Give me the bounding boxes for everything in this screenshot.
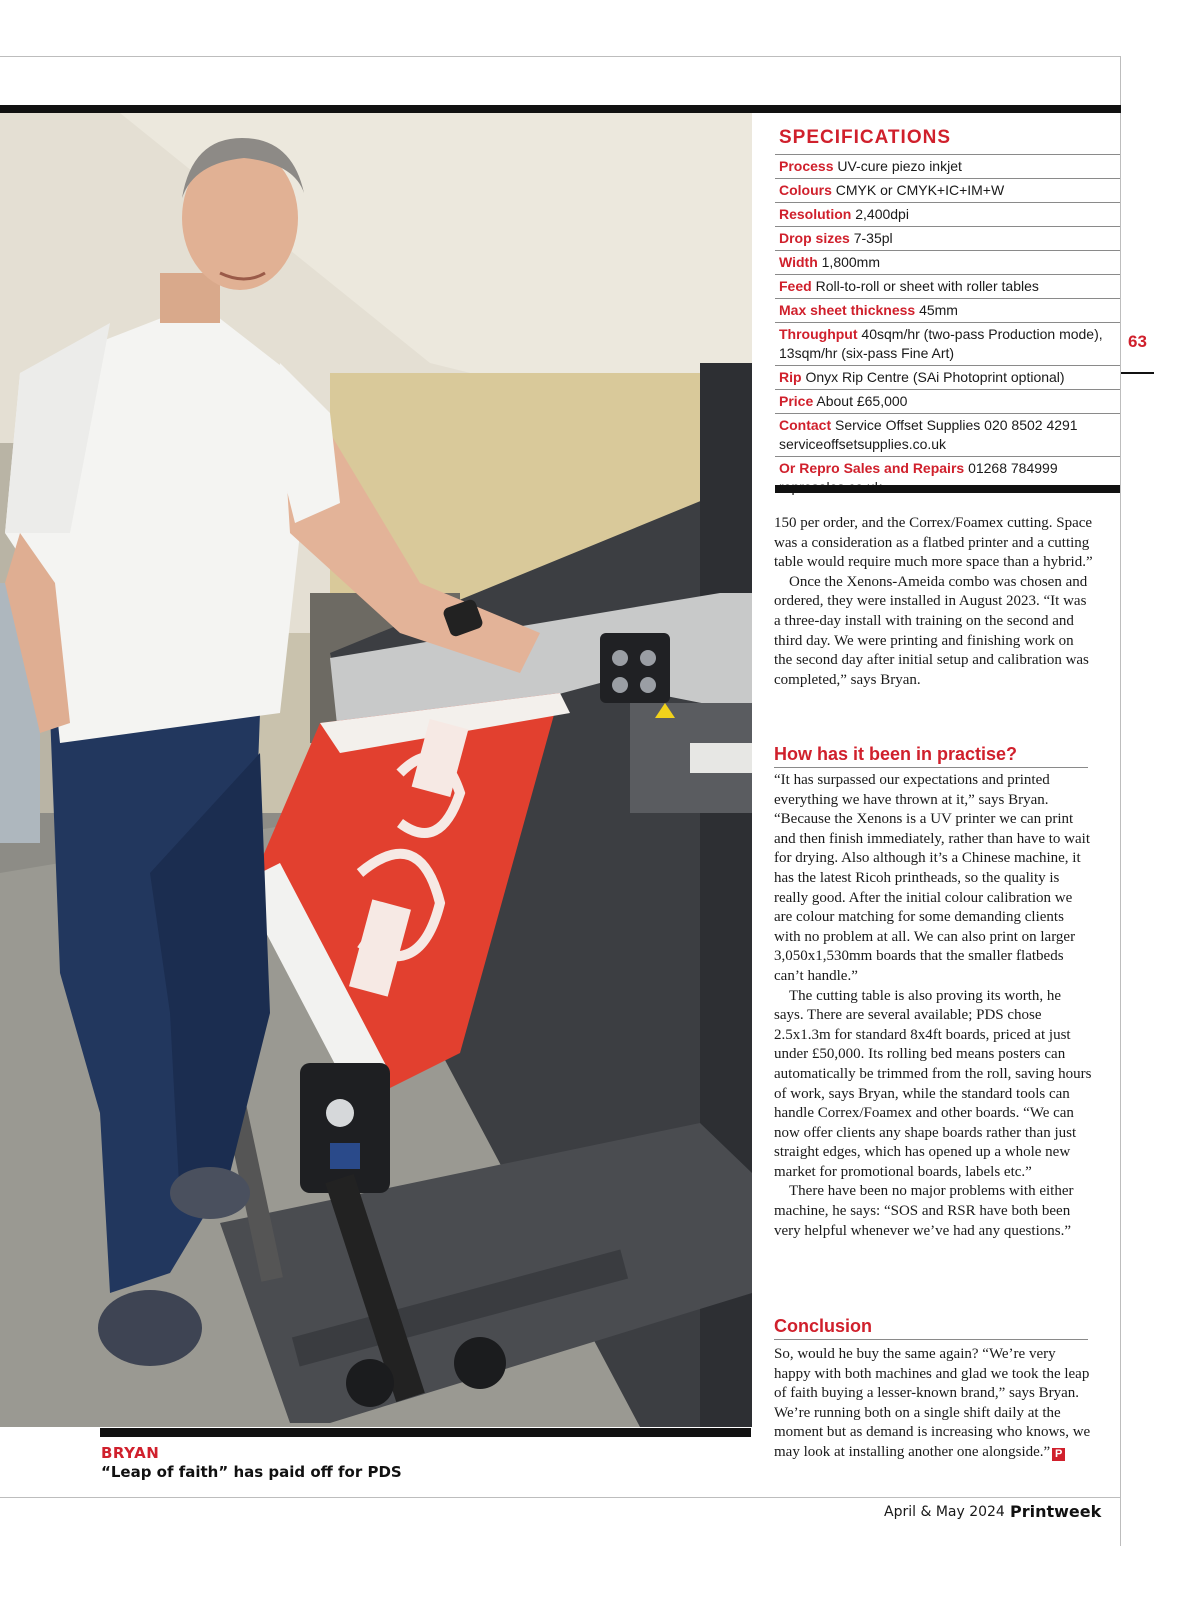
caption-name: BRYAN: [101, 1444, 160, 1462]
spec-row-rip: [775, 365, 1120, 389]
spec-key: Or Repro Sales and Repairs: [779, 460, 965, 476]
paragraph-text: So, would he buy the same again? “We’re very happy with both machines and glad we took the leap of faith buying a lesser-known brand,” says Bryan. We’re running both on a single shift daily at the moment but as demand is increasing who knows, we may look at installing another one alongside.”: [774, 1346, 1091, 1460]
page-number: 63: [1128, 332, 1147, 351]
spec-key: Max sheet thickness: [779, 302, 916, 318]
article-column-top: [774, 514, 1094, 690]
spec-value-line2: serviceoffsetsupplies.co.uk: [779, 436, 947, 452]
spec-row-resolution: [775, 202, 1120, 226]
spec-value: Roll-to-roll or sheet with roller tables: [815, 278, 1039, 294]
spec-key: Process: [779, 158, 834, 174]
subheading-conclusion: Conclusion: [774, 1316, 1088, 1340]
spec-row-process: [775, 154, 1120, 178]
article-column-middle: [774, 771, 1094, 1241]
paragraph: “It has surpassed our expectations and printed everything we have thrown at it,” says Bryan. “Because the Xenons is a UV printer we can print and then finish immediately, rather than have to wait for drying. Also although it’s a Chinese machine, it has the latest Ricoh printheads, so the quality is really good. After the initial colour calibration we are colour matching for some demanding clients with no problem at all. We can also print on larger 3,050x1,530mm boards that the smaller flatbeds can’t handle.”: [774, 772, 1091, 984]
spec-key: Resolution: [779, 206, 852, 222]
paragraph: The cutting table is also proving its worth, he says. There are several available; PDS chose 2.5x1.3m for standard 8x4ft boards, priced at just under £50,000. Its rolling bed means posters can automatically be trimmed from the roll, saving hours of work, says Bryan, while the standard tools can handle Correx/Foamex and other boards. “We can now offer clients any shape boards rather than just straight edges, which has opened up a whole new market for promotional boards, labels etc.”: [774, 987, 1092, 1180]
paragraph: 150 per order, and the Correx/Foamex cutting. Space was a consideration as a flatbed printer and a cutting table would require much more space than a hybrid.”: [774, 515, 1093, 571]
paragraph: [774, 1345, 1094, 1463]
top-rule: [0, 105, 1121, 113]
spec-key: Drop sizes: [779, 230, 850, 246]
spec-row-drop-sizes: [775, 226, 1120, 250]
spec-key: Price: [779, 393, 814, 409]
paragraph: Once the Xenons-Ameida combo was chosen and ordered, they were installed in August 2023. “It was a three-day install with training on the second and third day. We were printing and finishing work on the second day after initial setup and calibration was completed,” says Bryan.: [774, 573, 1089, 688]
spec-key: Feed: [779, 278, 812, 294]
spec-row-max-sheet-thickness: [775, 298, 1120, 322]
photo-bryan-with-printer: [0, 113, 752, 1427]
specifications-bottom-rule: [775, 485, 1120, 493]
spec-row-throughput: [775, 322, 1120, 365]
spec-value: 7-35pl: [853, 230, 893, 246]
spec-row-colours: [775, 178, 1120, 202]
caption-text: “Leap of faith” has paid off for PDS: [101, 1463, 402, 1481]
spec-value: 45mm: [919, 302, 958, 318]
page-frame-bottom: [0, 1497, 1121, 1498]
spec-value: Onyx Rip Centre (SAi Photoprint optional): [805, 369, 1065, 385]
spec-row-feed: [775, 274, 1120, 298]
photo-bottom-rule: [100, 1428, 751, 1437]
spec-row-width: [775, 250, 1120, 274]
footer-brand: Printweek: [1010, 1502, 1102, 1521]
spec-row-price: [775, 389, 1120, 413]
spec-value: Service Offset Supplies 020 8502 4291: [835, 417, 1078, 433]
footer-date: April & May 2024: [884, 1504, 1005, 1520]
spec-key: Contact: [779, 417, 832, 433]
spec-value: UV-cure piezo inkjet: [837, 158, 962, 174]
paragraph: There have been no major problems with either machine, he says: “SOS and RSR have both been very helpful whenever we’ve had any questions.”: [774, 1183, 1074, 1239]
spec-row-contact: [775, 413, 1120, 456]
specifications-list: [775, 154, 1120, 499]
article-column-bottom: [774, 1345, 1094, 1463]
spec-key: Colours: [779, 182, 832, 198]
spec-key: Rip: [779, 369, 802, 385]
spec-value-line2: 13sqm/hr (six-pass Fine Art): [779, 345, 955, 361]
spec-key: Width: [779, 254, 818, 270]
end-mark-icon: P: [1052, 1448, 1065, 1461]
page-frame-right: [1120, 56, 1121, 1546]
spec-value: 40sqm/hr (two-pass Production mode),: [861, 326, 1103, 342]
spec-key: Throughput: [779, 326, 858, 342]
subheading-practise: How has it been in practise?: [774, 744, 1088, 768]
spec-value: 1,800mm: [821, 254, 880, 270]
spec-value: About £65,000: [816, 393, 908, 409]
spec-value: 2,400dpi: [855, 206, 909, 222]
page-number-rule: [1121, 372, 1154, 374]
page-frame-top: [0, 56, 1121, 57]
spec-value: CMYK or CMYK+IC+IM+W: [835, 182, 1005, 198]
specifications-title: SPECIFICATIONS: [779, 127, 951, 148]
spec-value: 01268 784999: [968, 460, 1058, 476]
